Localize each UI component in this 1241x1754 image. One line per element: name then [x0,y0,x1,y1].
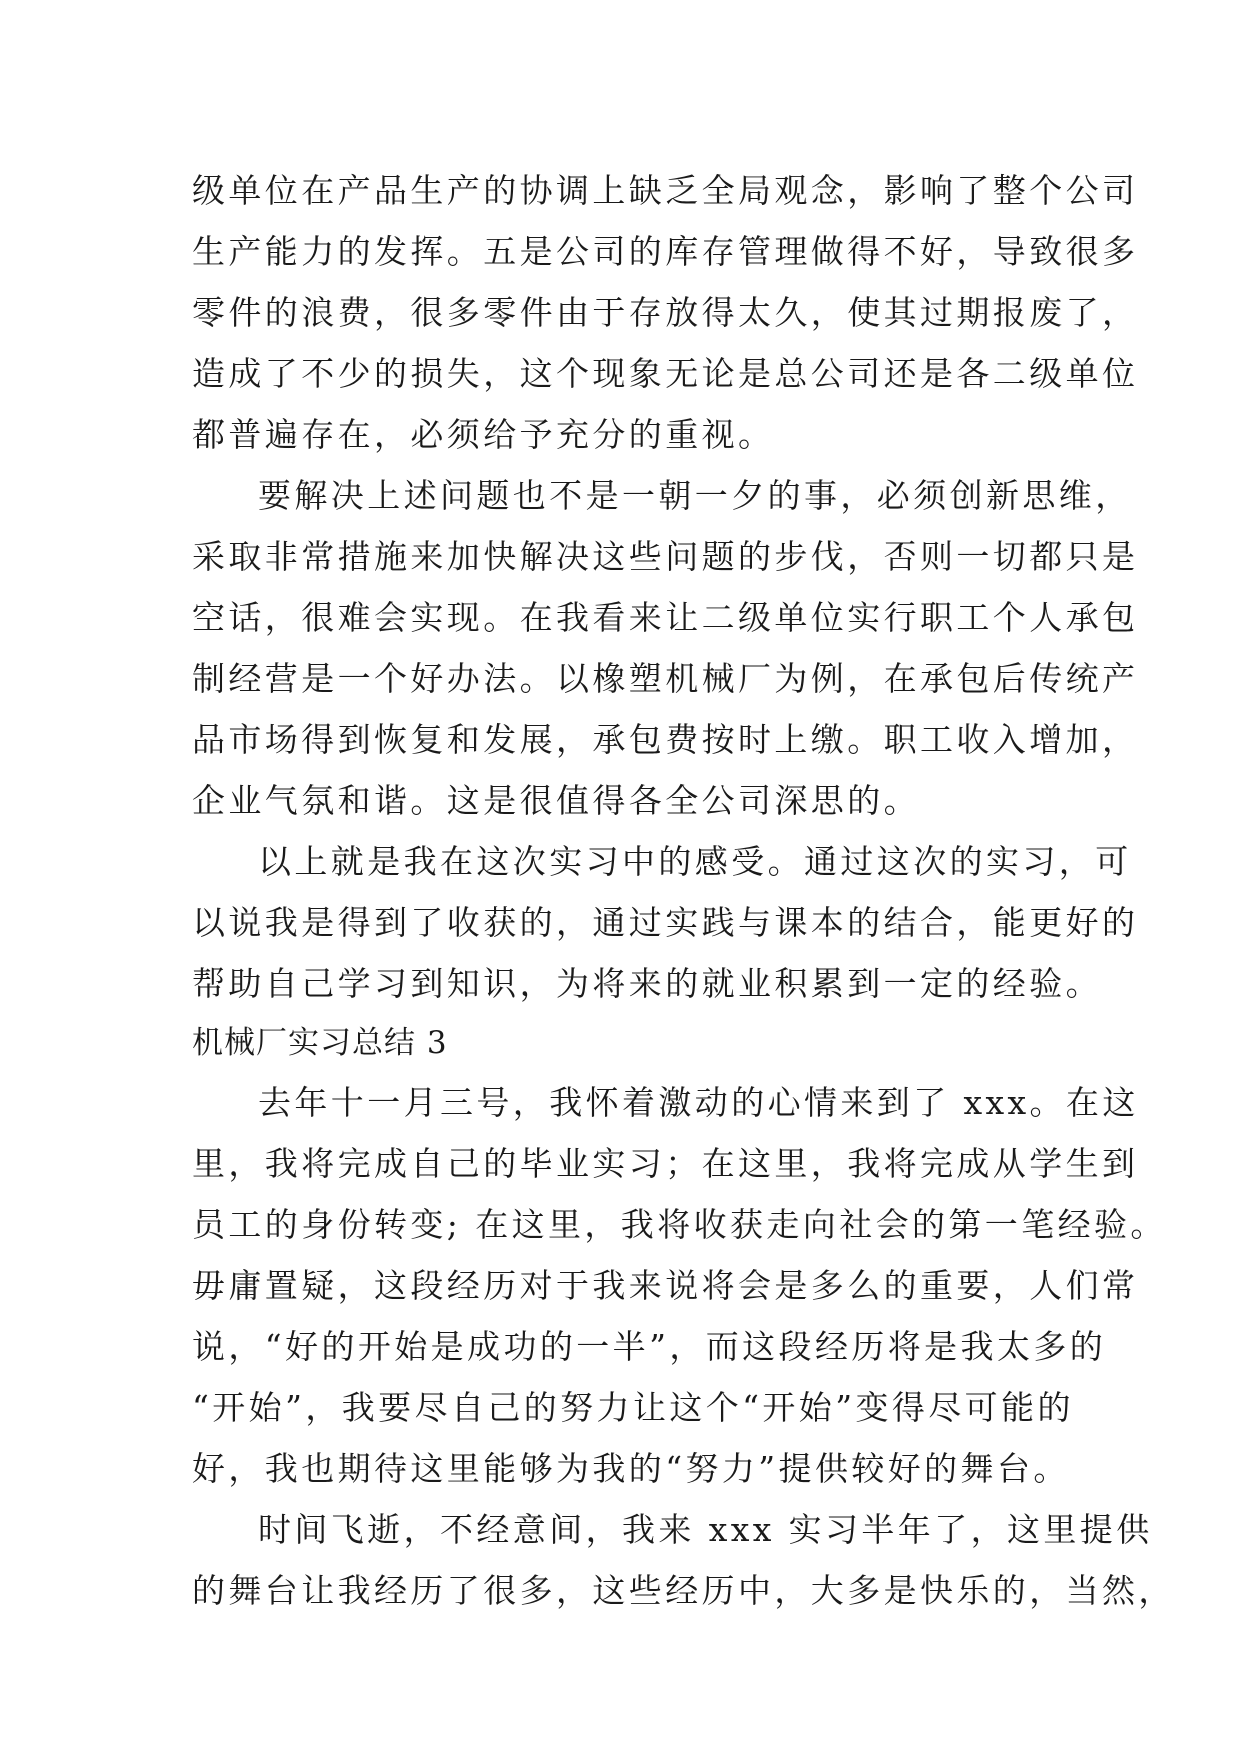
text-line: 零件的浪费，很多零件由于存放得太久，使其过期报废了， [192,293,1139,332]
text-line: 品市场得到恢复和发展，承包费按时上缴。职工收入增加， [192,720,1139,759]
text-line: “开始”，我要尽自己的努力让这个“开始”变得尽可能的 [192,1388,1074,1427]
text-line: 空话，很难会实现。在我看来让二级单位实行职工个人承包 [192,598,1139,637]
text-line: 时间飞逝，不经意间，我来 xxx 实习半年了，这里提供 [258,1510,1153,1549]
text-line: 帮助自己学习到知识，为将来的就业积累到一定的经验。 [192,964,1102,1003]
text-line: 制经营是一个好办法。以橡塑机械厂为例，在承包后传统产 [192,659,1139,698]
text-line: 企业气氛和谐。这是很值得各全公司深思的。 [192,781,920,820]
text-line: 要解决上述问题也不是一朝一夕的事，必须创新思维， [258,476,1132,515]
text-line: 级单位在产品生产的协调上缺乏全局观念，影响了整个公司 [192,171,1139,210]
paragraph [192,160,1139,465]
paragraph [192,1499,1175,1621]
document-page [192,160,1175,1621]
text-line: 采取非常措施来加快解决这些问题的步伐，否则一切都只是 [192,537,1139,576]
text-line: 里，我将完成自己的毕业实习；在这里，我将完成从学生到 [192,1144,1139,1183]
paragraph [192,831,1139,1014]
text-line: 生产能力的发挥。五是公司的库存管理做得不好，导致很多 [192,232,1139,271]
text-line: 好，我也期待这里能够为我的“努力”提供较好的舞台。 [192,1449,1070,1488]
text-line: 毋庸置疑，这段经历对于我来说将会是多么的重要，人们常 [192,1266,1139,1305]
paragraph [192,465,1139,831]
text-line: 员工的身份转变; 在这里，我将收获走向社会的第一笔经验。 [192,1205,1167,1244]
paragraph [192,1072,1167,1499]
text-line: 的舞台让我经历了很多，这些经历中，大多是快乐的，当然， [192,1571,1175,1610]
text-line: 都普遍存在，必须给予充分的重视。 [192,415,775,454]
text-line: 造成了不少的损失，这个现象无论是总公司还是各二级单位 [192,354,1139,393]
text-line: 去年十一月三号，我怀着激动的心情来到了 xxx。在这 [258,1083,1139,1122]
text-line: 说，“好的开始是成功的一半”，而这段经历将是我太多的 [192,1327,1107,1366]
text-line: 以说我是得到了收获的，通过实践与课本的结合，能更好的 [192,903,1139,942]
section-heading: 机械厂实习总结 3 [192,1025,448,1061]
text-line: 以上就是我在这次实习中的感受。通过这次的实习，可 [258,842,1132,881]
